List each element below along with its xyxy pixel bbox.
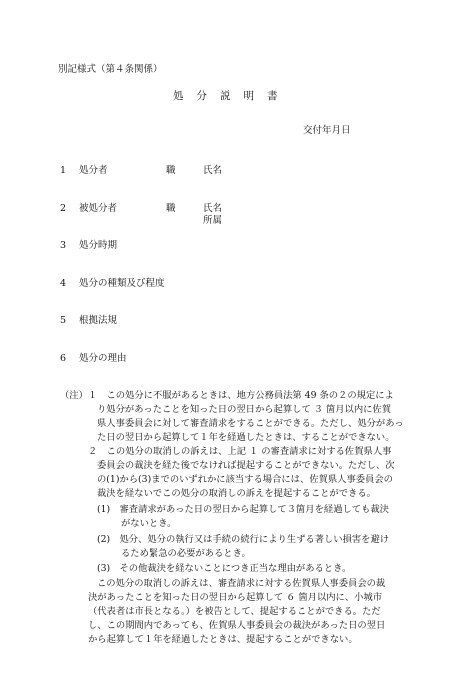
item-number: 3 (60, 240, 67, 251)
item-label-timing: 処分時期 (79, 240, 118, 251)
field-affiliation: 所属 (203, 215, 223, 226)
note-line: 県人事委員会に対して審査請求をすることができる。ただし、処分があっ (97, 418, 404, 429)
note-line: この処分の取消しの訴えは、審査請求に対する佐賀県人事委員会の裁 (97, 578, 386, 589)
note-line: がないとき。 (121, 518, 177, 529)
item-number: 6 (60, 353, 67, 364)
item-number: 2 (60, 203, 67, 214)
field-position: 職 (166, 203, 176, 214)
item-label-type: 処分の種類及び程度 (79, 278, 165, 289)
note-line: から起算して１年を経過したときは、提起することができない。 (88, 634, 358, 645)
note-line: の(1)から(3)までのいずれかに該当する場合には、佐賀県人事委員会の (97, 474, 393, 485)
item-label-disposed: 被処分者 (79, 203, 118, 214)
item-number: 1 (60, 165, 67, 176)
field-position: 職 (166, 165, 176, 176)
note-line: り処分があったことを知った日の翌日から起算して ３ 箇月以内に佐賀 (97, 404, 392, 415)
issue-date: 交付年月日 (303, 125, 351, 136)
item-label-basis: 根拠法規 (79, 315, 118, 326)
field-name: 氏名 (203, 203, 223, 214)
note-line: 裁決を経ないでこの処分の取消しの訴えを提起することができる。 (97, 488, 376, 499)
item-number: 4 (60, 278, 67, 289)
note-line: た日の翌日から起算して１年を経過したときは、することができない。 (97, 432, 395, 443)
form-label: 別記様式（第４条関係） (58, 64, 163, 75)
note-line: るため緊急の必要があるとき。 (121, 548, 251, 559)
note-line: (2) 処分、処分の執行又は手続の続行により生ずる著しい損害を避け (97, 534, 390, 545)
note-line: （代表者は市長となる。）を被告として、提起することができる。ただ (88, 606, 381, 617)
note-line: （注）１ この処分に不服があるときは、地方公務員法第 49 条の２の規定によ (60, 390, 394, 401)
note-line: 委員会の裁決を経た後でなければ提起することができない。ただし、次 (97, 460, 395, 471)
note-line: (3) その他裁決を経ないことにつき正当な理由があるとき。 (97, 563, 352, 574)
item-label-reason: 処分の理由 (79, 353, 127, 364)
page-title: 処分説明書 (173, 90, 291, 102)
item-number: 5 (60, 315, 67, 326)
item-label-disposer: 処分者 (79, 165, 108, 176)
note-line: 決があったことを知った日の翌日から起算して ６ 箇月以内に、小城市 (88, 592, 383, 603)
field-name: 氏名 (203, 165, 223, 176)
note-line: (1) 審査請求があった日の翌日から起算して３箇月を経過しても裁決 (97, 504, 389, 515)
note-line: ２ この処分の取消しの訴えは、上記 １ の審査請求に対する佐賀県人事 (88, 446, 392, 457)
note-line: し、この期間内であっても、佐賀県人事委員会の裁決があった日の翌日 (88, 620, 386, 631)
